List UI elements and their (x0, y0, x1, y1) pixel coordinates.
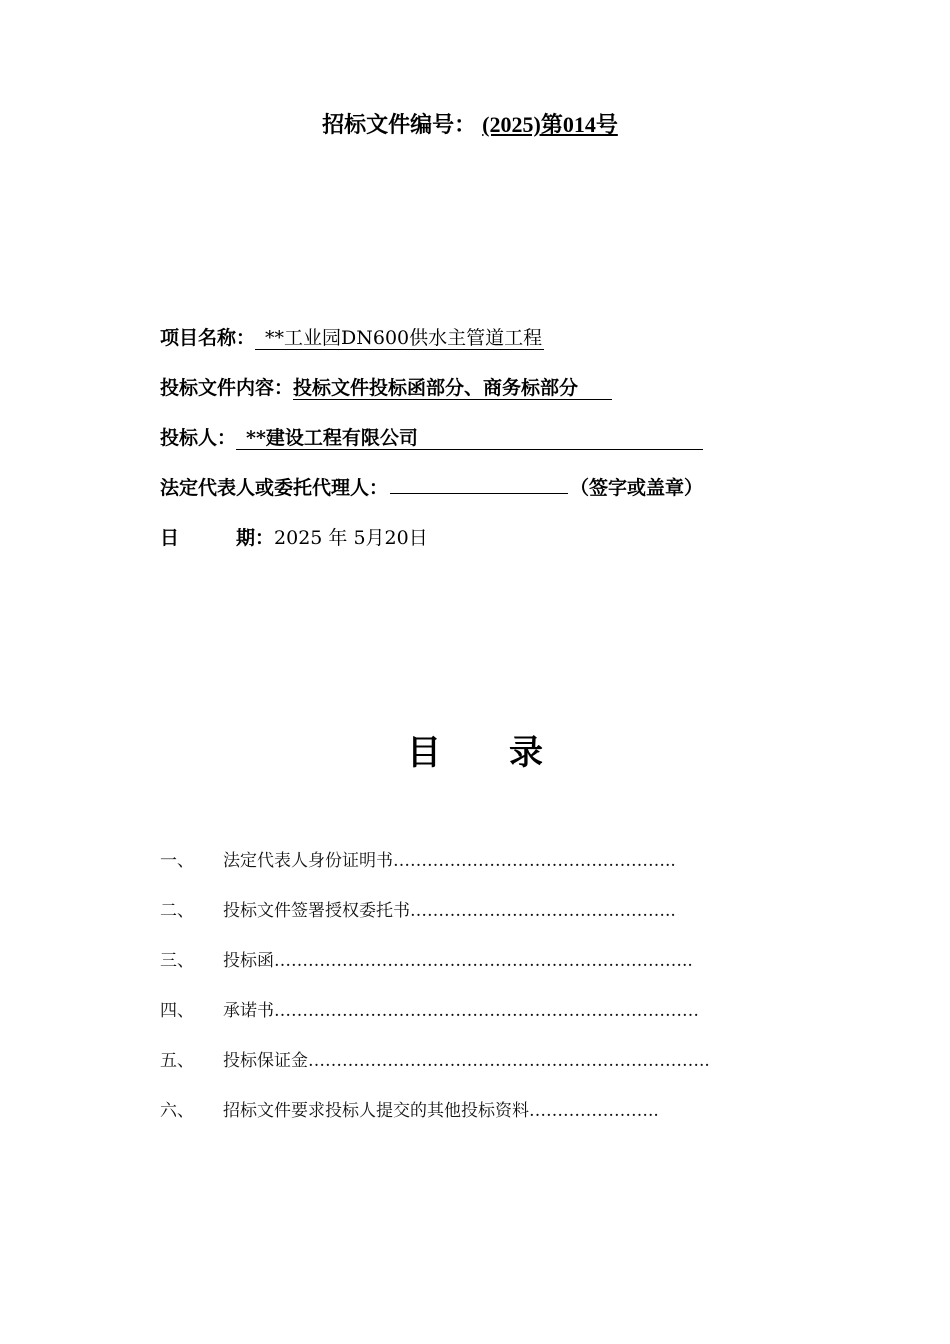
bid-content-value: 投标文件投标函部分、商务标部分 (293, 377, 612, 400)
bidder-value: **建设工程有限公司 (236, 427, 703, 450)
toc-item (160, 1046, 710, 1071)
toc-item-number: 二、 (160, 901, 194, 921)
toc-item-text: 招标文件要求投标人提交的其他投标资料………………….. (223, 1101, 659, 1121)
bid-content-field (160, 373, 612, 400)
legal-representative-label: 法定代表人或委托代理人： (160, 477, 389, 499)
toc-item (160, 896, 676, 921)
date-field (160, 523, 428, 550)
toc-title: 目录 (407, 733, 611, 773)
bidder-field (160, 423, 703, 450)
project-name-field (160, 323, 544, 350)
toc-item (160, 946, 693, 971)
toc-item-text: 法定代表人身份证明书………………………………………….. (223, 851, 676, 871)
date-value: 2025 年 5月20日 (274, 527, 428, 549)
bid-content-label: 投标文件内容： (160, 377, 294, 399)
signature-note: （签字或盖章） (570, 477, 704, 499)
project-name-label: 项目名称： (160, 327, 256, 349)
toc-item-number: 五、 (160, 1051, 194, 1071)
project-name-value: **工业园DN600供水主管道工程 (255, 327, 544, 350)
tender-document-number (0, 108, 950, 139)
toc-item-text: 投标保证金…………………………………………………………….. (223, 1051, 710, 1071)
toc-item (160, 846, 676, 871)
toc-item-number: 三、 (160, 951, 194, 971)
toc-item (160, 1096, 659, 1121)
legal-representative-field (160, 473, 703, 500)
tender-number-label: 招标文件编号： (322, 112, 477, 138)
toc-item-number: 四、 (160, 1001, 194, 1021)
bidder-label: 投标人： (160, 427, 237, 449)
toc-item-text: 投标函……………………………………………………………….. (223, 951, 693, 971)
toc-item-text: 投标文件签署授权委托书……………………………………….. (223, 901, 676, 921)
toc-item-number: 六、 (160, 1101, 194, 1121)
toc-item-number: 一、 (160, 851, 194, 871)
toc-item (160, 996, 699, 1021)
toc-item-text: 承诺书………………………………………………………………… (223, 1001, 699, 1021)
signature-blank (390, 475, 568, 494)
date-label: 日 期： (160, 527, 275, 549)
tender-number-value: (2025)第014号 (482, 112, 618, 137)
